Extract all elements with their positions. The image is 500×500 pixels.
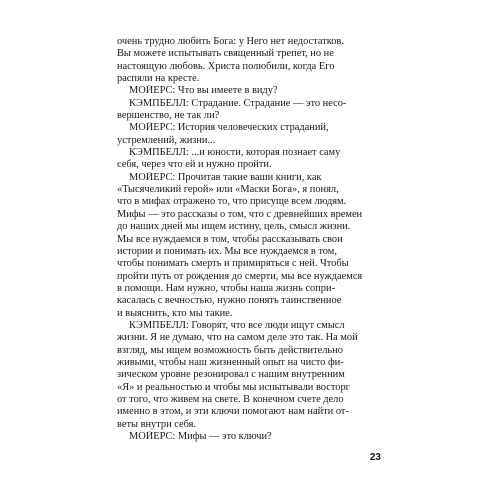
text-line: устремлений, жизни... (117, 134, 216, 146)
text-line: очень трудно любить Бога: у Него нет недостатков. (117, 36, 344, 47)
text-line: себя, через что ей и нужно пройти. (117, 159, 272, 171)
text-line: распяли на кресте. (117, 73, 200, 85)
text-line: МОЙЕРС: Мифы — это ключи? (129, 431, 272, 442)
text-line: в помощи. Нам нужно, чтобы наша жизнь сопри- (117, 282, 336, 294)
text-line: взгляд, мы ищем возможность быть действительно (117, 344, 343, 356)
text-line: Мифы — это рассказы о том, что с древнейших времен (117, 208, 363, 220)
text-line: веты внутри себя. (117, 418, 197, 430)
text-line: что в мифах отражено то, что присуще всем людям. (117, 196, 347, 208)
text-line: МОЙЕРС: Прочитав такие ваши книги, как (129, 171, 322, 183)
text-line: чтобы понимать смерть и примиряться с ней. Чтобы (117, 258, 349, 270)
text-line: жизни. Я не думаю, что на самом деле это так. На мой (117, 332, 358, 344)
text-line: пройти путь от рождения до смерти, мы все нуждаемся (117, 270, 363, 282)
text-line: вершенство, не так ли? (117, 110, 220, 122)
body-text (117, 36, 381, 443)
text-line: КЭМПБЕЛЛ: Говорят, что все люди ищут смысл (129, 319, 345, 331)
text-line: до наших дней мы ищем истину, цель, смысл жизни. (117, 221, 351, 233)
page-number: 23 (369, 452, 381, 463)
text-line: зическом уровне резонировал с нашим внутренним (117, 369, 345, 381)
text-line: именно в этом, и эти ключи помогают нам найти от- (117, 406, 349, 418)
text-line: Вы можете испытывать священный трепет, но не (117, 48, 334, 60)
text-line: от того, что живем на свете. В конечном счете дело (117, 393, 344, 405)
text-line: живыми, чтобы наш жизненный опыт на чисто фи- (117, 356, 344, 368)
text-line: МОЙЕРС: История человеческих страданий, (129, 122, 329, 134)
text-line: настоящую любовь. Христа полюбили, когда Его (117, 60, 335, 72)
text-line: «Я» и реальностью и чтобы мы испытывали восторг (117, 381, 350, 393)
text-line: «Тысячеликий герой» или «Маски Бога», я понял, (117, 184, 339, 196)
text-line: истории и понимать их. Мы все нуждаемся в том, (117, 245, 337, 257)
text-line: Мы все нуждаемся в том, чтобы рассказывать свои (117, 233, 343, 245)
text-line: МОЙЕРС: Что вы имеете в виду? (129, 85, 278, 97)
text-line: и выяснить, кто мы такие. (117, 307, 233, 319)
text-line: КЭМПБЕЛЛ: Страдание. Страдание — это несо- (129, 97, 347, 109)
text-line: касалась с вечностью, нужно понять таинственное (117, 295, 342, 307)
text-line: КЭМПБЕЛЛ: ...и юности, которая познает саму (129, 147, 341, 159)
